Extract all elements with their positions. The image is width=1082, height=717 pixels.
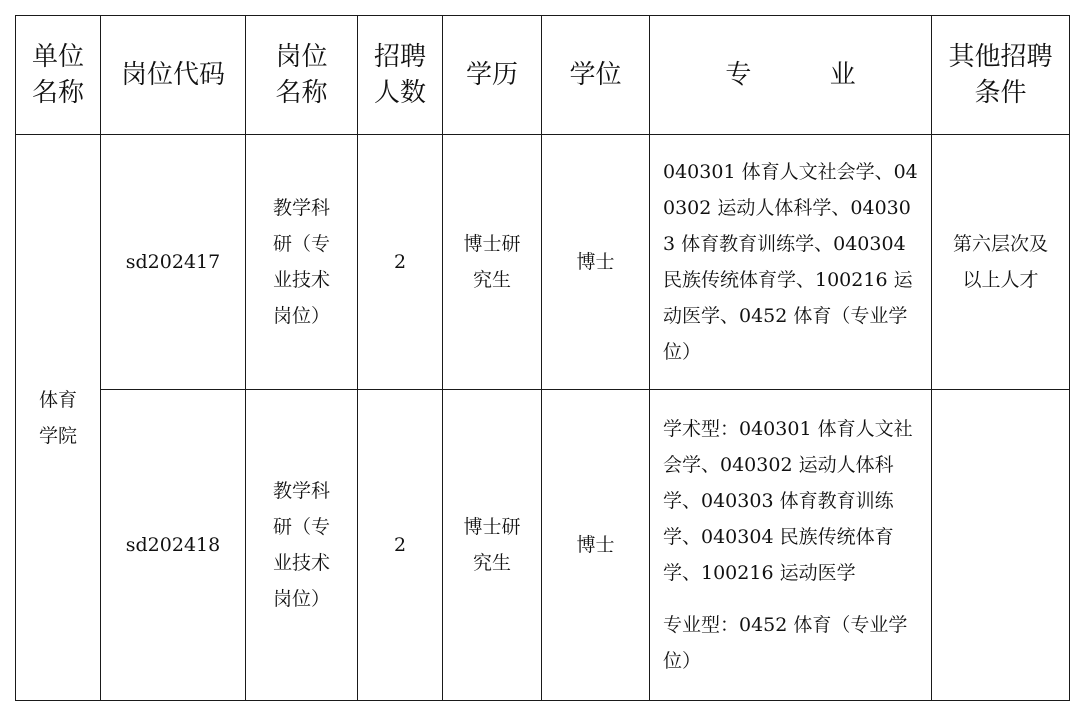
- education-cell: 博士研究生: [443, 390, 542, 701]
- header-other-conditions: 其他招聘条件: [932, 16, 1070, 135]
- table-row: [16, 135, 1070, 390]
- headcount-cell: 2: [358, 390, 443, 701]
- post-code-cell: sd202417: [101, 135, 246, 390]
- degree-cell: 博士: [542, 390, 650, 701]
- post-code-cell: sd202418: [101, 390, 246, 701]
- header-major: 专 业: [650, 16, 932, 135]
- major-cell: 040301 体育人文社会学、040302 运动人体科学、040303 体育教育训练学、040304 民族传统体育学、100216 运动医学、0452 体育（专业学位）: [650, 135, 932, 390]
- post-name-cell: 教学科研（专业技术岗位）: [246, 390, 358, 701]
- degree-cell: 博士: [542, 135, 650, 390]
- header-unit-name: 单位名称: [16, 16, 101, 135]
- major-cell: [650, 390, 932, 701]
- header-post-code: 岗位代码: [101, 16, 246, 135]
- header-headcount: 招聘人数: [358, 16, 443, 135]
- education-cell: 博士研究生: [443, 135, 542, 390]
- header-row: [16, 16, 1070, 135]
- other-conditions-cell: 第六层次及以上人才: [932, 135, 1070, 390]
- header-degree: 学位: [542, 16, 650, 135]
- header-education: 学历: [443, 16, 542, 135]
- headcount-cell: 2: [358, 135, 443, 390]
- recruitment-table: [15, 15, 1070, 701]
- header-post-name: 岗位名称: [246, 16, 358, 135]
- major-professional: 专业型：0452 体育（专业学位）: [663, 614, 908, 672]
- major-academic: 学术型：040301 体育人文社会学、040302 运动人体科学、040303 体育教育训练学、040304 民族传统体育学、100216 运动医学: [663, 418, 913, 584]
- table-row: [16, 390, 1070, 701]
- unit-name-cell: 体育学院: [16, 135, 101, 701]
- post-name-cell: 教学科研（专业技术岗位）: [246, 135, 358, 390]
- other-conditions-cell: [932, 390, 1070, 701]
